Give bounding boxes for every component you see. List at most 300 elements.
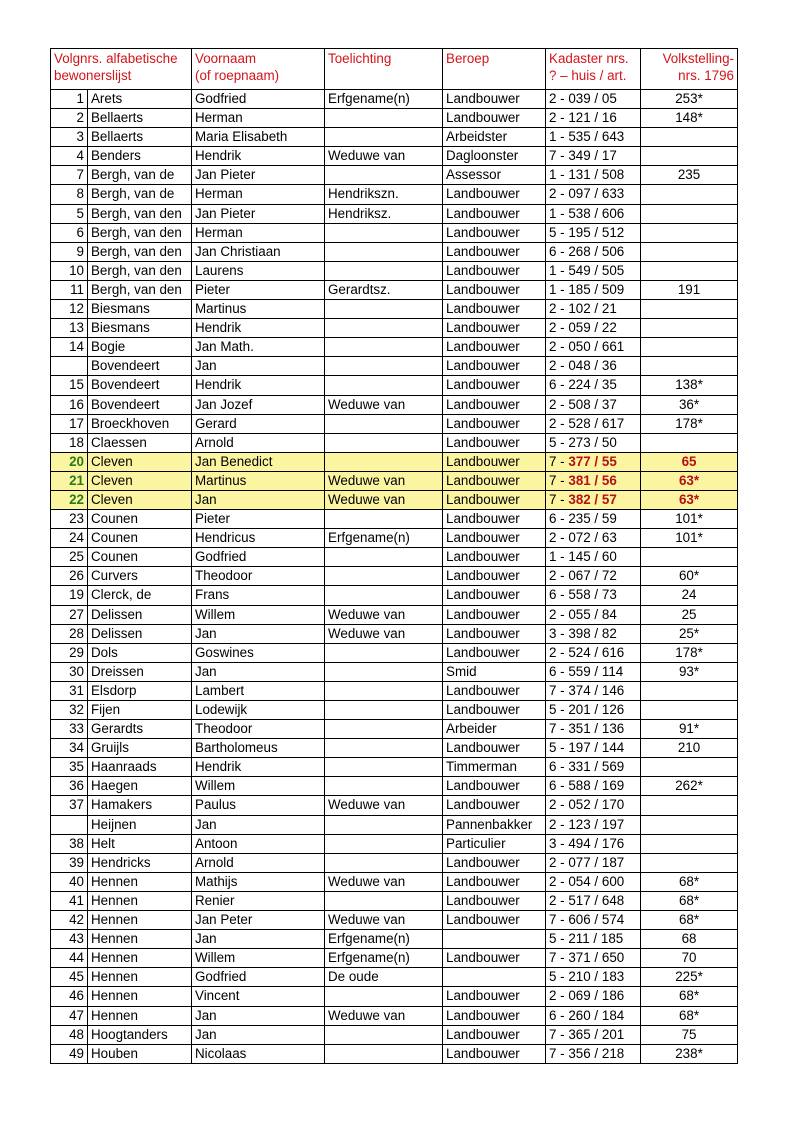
- cell-achternaam: Hennen: [88, 949, 192, 968]
- cell-beroep: Landbouwer: [443, 452, 546, 471]
- cell-achternaam: Dols: [88, 643, 192, 662]
- cell-toelichting: [325, 567, 443, 586]
- cell-beroep: Landbouwer: [443, 319, 546, 338]
- kadaster-prefix: 7 -: [549, 453, 569, 469]
- cell-toelichting: [325, 739, 443, 758]
- cell-kadaster: 1 - 535 / 643: [546, 128, 641, 147]
- cell-toelichting: [325, 758, 443, 777]
- cell-nr: 37: [51, 796, 88, 815]
- cell-beroep: Landbouwer: [443, 586, 546, 605]
- cell-nr: 41: [51, 891, 88, 910]
- cell-toelichting: [325, 338, 443, 357]
- cell-achternaam: Bergh, van de: [88, 185, 192, 204]
- cell-kadaster: 5 - 201 / 126: [546, 701, 641, 720]
- cell-volkstelling: [641, 853, 738, 872]
- cell-nr: 21: [51, 471, 88, 490]
- cell-voornaam: Arnold: [192, 853, 325, 872]
- cell-volkstelling: 210: [641, 739, 738, 758]
- cell-toelichting: Erfgename(n): [325, 90, 443, 109]
- cell-voornaam: Hendrik: [192, 376, 325, 395]
- cell-achternaam: Cleven: [88, 452, 192, 471]
- cell-achternaam: Biesmans: [88, 319, 192, 338]
- cell-nr: 32: [51, 701, 88, 720]
- cell-nr: [51, 815, 88, 834]
- cell-toelichting: [325, 357, 443, 376]
- cell-nr: 9: [51, 242, 88, 261]
- cell-achternaam: Bergh, van den: [88, 261, 192, 280]
- cell-toelichting: Erfgename(n): [325, 930, 443, 949]
- table-row: [51, 548, 738, 567]
- cell-nr: 45: [51, 968, 88, 987]
- table-row: [51, 815, 738, 834]
- cell-kadaster: 2 - 123 / 197: [546, 815, 641, 834]
- cell-kadaster: 6 - 331 / 569: [546, 758, 641, 777]
- cell-kadaster: 2 - 055 / 84: [546, 605, 641, 624]
- cell-beroep: Landbouwer: [443, 490, 546, 509]
- cell-toelichting: [325, 433, 443, 452]
- cell-toelichting: Weduwe van: [325, 605, 443, 624]
- cell-volkstelling: 191: [641, 280, 738, 299]
- table-row: [51, 433, 738, 452]
- cell-volkstelling: [641, 319, 738, 338]
- cell-volkstelling: 60*: [641, 567, 738, 586]
- cell-toelichting: [325, 548, 443, 567]
- table-row: [51, 853, 738, 872]
- cell-nr: 2: [51, 109, 88, 128]
- cell-toelichting: [325, 681, 443, 700]
- cell-voornaam: Vincent: [192, 987, 325, 1006]
- table-row: [51, 242, 738, 261]
- cell-achternaam: Delissen: [88, 605, 192, 624]
- cell-achternaam: Counen: [88, 529, 192, 548]
- cell-achternaam: Hennen: [88, 911, 192, 930]
- cell-voornaam: Antoon: [192, 834, 325, 853]
- cell-voornaam: Theodoor: [192, 567, 325, 586]
- cell-kadaster: 5 - 197 / 144: [546, 739, 641, 758]
- cell-beroep: Landbouwer: [443, 701, 546, 720]
- table-row: [51, 319, 738, 338]
- table-body: [51, 90, 738, 1064]
- cell-beroep: Landbouwer: [443, 853, 546, 872]
- cell-kadaster: 6 - 235 / 59: [546, 510, 641, 529]
- cell-achternaam: Benders: [88, 147, 192, 166]
- cell-volkstelling: 68*: [641, 987, 738, 1006]
- cell-volkstelling: 75: [641, 1025, 738, 1044]
- table-row: [51, 185, 738, 204]
- cell-voornaam: Jan Benedict: [192, 452, 325, 471]
- cell-achternaam: Bogie: [88, 338, 192, 357]
- cell-beroep: Landbouwer: [443, 433, 546, 452]
- cell-nr: 7: [51, 166, 88, 185]
- cell-volkstelling: 68*: [641, 911, 738, 930]
- cell-toelichting: Weduwe van: [325, 147, 443, 166]
- cell-toelichting: Weduwe van: [325, 395, 443, 414]
- cell-kadaster: 1 - 131 / 508: [546, 166, 641, 185]
- cell-toelichting: De oude: [325, 968, 443, 987]
- cell-beroep: Landbouwer: [443, 204, 546, 223]
- cell-achternaam: Bergh, van den: [88, 242, 192, 261]
- cell-beroep: [443, 930, 546, 949]
- cell-voornaam: Herman: [192, 223, 325, 242]
- cell-volkstelling: 93*: [641, 662, 738, 681]
- cell-beroep: Landbouwer: [443, 395, 546, 414]
- cell-voornaam: Maria Elisabeth: [192, 128, 325, 147]
- cell-volkstelling: 68: [641, 930, 738, 949]
- cell-kadaster: 2 - 528 / 617: [546, 414, 641, 433]
- cell-toelichting: Gerardtsz.: [325, 280, 443, 299]
- cell-voornaam: Pieter: [192, 280, 325, 299]
- cell-nr: 14: [51, 338, 88, 357]
- cell-beroep: Landbouwer: [443, 109, 546, 128]
- cell-achternaam: Heijnen: [88, 815, 192, 834]
- residents-table: [50, 48, 738, 1064]
- cell-beroep: Landbouwer: [443, 777, 546, 796]
- cell-kadaster: 2 - 524 / 616: [546, 643, 641, 662]
- cell-achternaam: Biesmans: [88, 300, 192, 319]
- cell-voornaam: Arnold: [192, 433, 325, 452]
- cell-toelichting: [325, 510, 443, 529]
- cell-beroep: Landbouwer: [443, 949, 546, 968]
- cell-nr: 18: [51, 433, 88, 452]
- cell-achternaam: Haanraads: [88, 758, 192, 777]
- cell-volkstelling: 24: [641, 586, 738, 605]
- cell-nr: 25: [51, 548, 88, 567]
- cell-voornaam: Mathijs: [192, 872, 325, 891]
- cell-toelichting: Erfgename(n): [325, 949, 443, 968]
- cell-beroep: Landbouwer: [443, 242, 546, 261]
- table-row: [51, 930, 738, 949]
- table-row: [51, 376, 738, 395]
- header-voornaam: Voornaam (of roepnaam): [192, 49, 325, 90]
- table-row: [51, 586, 738, 605]
- cell-voornaam: Herman: [192, 185, 325, 204]
- cell-nr: 34: [51, 739, 88, 758]
- cell-beroep: Assessor: [443, 166, 546, 185]
- cell-toelichting: [325, 701, 443, 720]
- table-row: [51, 739, 738, 758]
- cell-voornaam: Paulus: [192, 796, 325, 815]
- cell-volkstelling: 225*: [641, 968, 738, 987]
- cell-nr: 43: [51, 930, 88, 949]
- cell-voornaam: Godfried: [192, 548, 325, 567]
- table-row: [51, 261, 738, 280]
- cell-toelichting: Weduwe van: [325, 872, 443, 891]
- cell-voornaam: Frans: [192, 586, 325, 605]
- cell-kadaster: 7 - 365 / 201: [546, 1025, 641, 1044]
- cell-volkstelling: [641, 433, 738, 452]
- cell-kadaster: 2 - 077 / 187: [546, 853, 641, 872]
- cell-kadaster: 2 - 048 / 36: [546, 357, 641, 376]
- cell-voornaam: Jan Math.: [192, 338, 325, 357]
- table-row: [51, 338, 738, 357]
- table-row: [51, 109, 738, 128]
- cell-kadaster: 5 - 273 / 50: [546, 433, 641, 452]
- cell-toelichting: [325, 261, 443, 280]
- cell-volkstelling: [641, 548, 738, 567]
- cell-toelichting: [325, 1025, 443, 1044]
- cell-beroep: Landbouwer: [443, 185, 546, 204]
- cell-beroep: Landbouwer: [443, 376, 546, 395]
- cell-voornaam: Martinus: [192, 471, 325, 490]
- cell-volkstelling: 63*: [641, 471, 738, 490]
- cell-volkstelling: 262*: [641, 777, 738, 796]
- cell-achternaam: Gruijls: [88, 739, 192, 758]
- cell-voornaam: Willem: [192, 777, 325, 796]
- cell-toelichting: [325, 300, 443, 319]
- cell-volkstelling: [641, 204, 738, 223]
- cell-achternaam: Haegen: [88, 777, 192, 796]
- cell-nr: 20: [51, 452, 88, 471]
- cell-kadaster: 1 - 185 / 509: [546, 280, 641, 299]
- cell-voornaam: Jan: [192, 624, 325, 643]
- cell-nr: 47: [51, 1006, 88, 1025]
- cell-achternaam: Bergh, van den: [88, 204, 192, 223]
- table-row: [51, 1025, 738, 1044]
- cell-achternaam: Curvers: [88, 567, 192, 586]
- cell-voornaam: Bartholomeus: [192, 739, 325, 758]
- table-row: [51, 357, 738, 376]
- cell-kadaster: [546, 490, 641, 509]
- cell-volkstelling: 235: [641, 166, 738, 185]
- cell-voornaam: Godfried: [192, 968, 325, 987]
- table-row: [51, 471, 738, 490]
- cell-volkstelling: 36*: [641, 395, 738, 414]
- cell-volkstelling: [641, 815, 738, 834]
- cell-kadaster: 6 - 558 / 73: [546, 586, 641, 605]
- cell-beroep: [443, 968, 546, 987]
- cell-kadaster: 7 - 374 / 146: [546, 681, 641, 700]
- cell-achternaam: Counen: [88, 510, 192, 529]
- cell-nr: 29: [51, 643, 88, 662]
- cell-kadaster: 3 - 398 / 82: [546, 624, 641, 643]
- cell-toelichting: [325, 128, 443, 147]
- table-row: [51, 758, 738, 777]
- cell-voornaam: Herman: [192, 109, 325, 128]
- cell-achternaam: Hennen: [88, 930, 192, 949]
- cell-beroep: Landbouwer: [443, 872, 546, 891]
- cell-nr: 24: [51, 529, 88, 548]
- cell-kadaster: 1 - 549 / 505: [546, 261, 641, 280]
- cell-volkstelling: [641, 701, 738, 720]
- cell-kadaster: 5 - 195 / 512: [546, 223, 641, 242]
- cell-nr: 36: [51, 777, 88, 796]
- cell-toelichting: Weduwe van: [325, 471, 443, 490]
- cell-beroep: Landbouwer: [443, 548, 546, 567]
- cell-achternaam: Helt: [88, 834, 192, 853]
- cell-toelichting: [325, 242, 443, 261]
- cell-achternaam: Delissen: [88, 624, 192, 643]
- cell-nr: 46: [51, 987, 88, 1006]
- cell-achternaam: Counen: [88, 548, 192, 567]
- cell-volkstelling: [641, 357, 738, 376]
- cell-nr: 19: [51, 586, 88, 605]
- cell-kadaster: 2 - 517 / 648: [546, 891, 641, 910]
- cell-nr: [51, 357, 88, 376]
- cell-beroep: Arbeidster: [443, 128, 546, 147]
- cell-kadaster: 2 - 121 / 16: [546, 109, 641, 128]
- cell-volkstelling: 68*: [641, 891, 738, 910]
- cell-toelichting: [325, 662, 443, 681]
- cell-beroep: Landbouwer: [443, 891, 546, 910]
- cell-toelichting: [325, 891, 443, 910]
- table-row: [51, 490, 738, 509]
- cell-achternaam: Bellaerts: [88, 109, 192, 128]
- table-row: [51, 1044, 738, 1063]
- cell-toelichting: Weduwe van: [325, 624, 443, 643]
- cell-nr: 11: [51, 280, 88, 299]
- cell-toelichting: [325, 109, 443, 128]
- cell-voornaam: Laurens: [192, 261, 325, 280]
- cell-nr: 33: [51, 720, 88, 739]
- cell-volkstelling: [641, 681, 738, 700]
- cell-volkstelling: 148*: [641, 109, 738, 128]
- table-row: [51, 280, 738, 299]
- cell-toelichting: [325, 452, 443, 471]
- cell-volkstelling: [641, 147, 738, 166]
- cell-nr: 16: [51, 395, 88, 414]
- cell-toelichting: Weduwe van: [325, 911, 443, 930]
- cell-achternaam: Elsdorp: [88, 681, 192, 700]
- cell-kadaster: [546, 452, 641, 471]
- cell-beroep: Landbouwer: [443, 624, 546, 643]
- cell-voornaam: Jan: [192, 490, 325, 509]
- cell-volkstelling: [641, 796, 738, 815]
- cell-beroep: Landbouwer: [443, 338, 546, 357]
- cell-kadaster: 2 - 059 / 22: [546, 319, 641, 338]
- kadaster-prefix: 7 -: [549, 491, 569, 507]
- cell-toelichting: [325, 815, 443, 834]
- cell-voornaam: Goswines: [192, 643, 325, 662]
- cell-beroep: Landbouwer: [443, 1025, 546, 1044]
- cell-beroep: Landbouwer: [443, 471, 546, 490]
- cell-voornaam: Renier: [192, 891, 325, 910]
- cell-nr: 49: [51, 1044, 88, 1063]
- cell-volkstelling: 25*: [641, 624, 738, 643]
- cell-toelichting: Hendriksz.: [325, 204, 443, 223]
- cell-achternaam: Broeckhoven: [88, 414, 192, 433]
- cell-voornaam: Jan: [192, 662, 325, 681]
- cell-kadaster: 2 - 097 / 633: [546, 185, 641, 204]
- cell-voornaam: Jan: [192, 1025, 325, 1044]
- cell-volkstelling: 101*: [641, 510, 738, 529]
- table-row: [51, 529, 738, 548]
- cell-volkstelling: 63*: [641, 490, 738, 509]
- cell-nr: 38: [51, 834, 88, 853]
- cell-beroep: Landbouwer: [443, 261, 546, 280]
- cell-achternaam: Cleven: [88, 490, 192, 509]
- cell-kadaster: 7 - 351 / 136: [546, 720, 641, 739]
- kadaster-number: 381 / 56: [568, 472, 617, 488]
- cell-volkstelling: [641, 338, 738, 357]
- cell-voornaam: Martinus: [192, 300, 325, 319]
- cell-voornaam: Nicolaas: [192, 1044, 325, 1063]
- cell-toelichting: [325, 720, 443, 739]
- cell-achternaam: Houben: [88, 1044, 192, 1063]
- cell-nr: 28: [51, 624, 88, 643]
- cell-voornaam: Gerard: [192, 414, 325, 433]
- cell-nr: 48: [51, 1025, 88, 1044]
- cell-nr: 40: [51, 872, 88, 891]
- cell-achternaam: Clerck, de: [88, 586, 192, 605]
- cell-toelichting: Hendrikszn.: [325, 185, 443, 204]
- cell-volkstelling: [641, 758, 738, 777]
- cell-kadaster: 3 - 494 / 176: [546, 834, 641, 853]
- cell-volkstelling: [641, 128, 738, 147]
- cell-volkstelling: 138*: [641, 376, 738, 395]
- table-row: [51, 223, 738, 242]
- cell-beroep: Landbouwer: [443, 300, 546, 319]
- cell-kadaster: 2 - 067 / 72: [546, 567, 641, 586]
- cell-nr: 13: [51, 319, 88, 338]
- cell-kadaster: 7 - 349 / 17: [546, 147, 641, 166]
- cell-beroep: Dagloonster: [443, 147, 546, 166]
- cell-toelichting: Erfgename(n): [325, 529, 443, 548]
- cell-nr: 10: [51, 261, 88, 280]
- header-volkstelling: Volkstelling- nrs. 1796: [641, 49, 738, 90]
- cell-achternaam: Hendricks: [88, 853, 192, 872]
- cell-voornaam: Jan Peter: [192, 911, 325, 930]
- cell-voornaam: Godfried: [192, 90, 325, 109]
- cell-kadaster: 2 - 050 / 661: [546, 338, 641, 357]
- header-toelichting: Toelichting: [325, 49, 443, 90]
- table-row: [51, 777, 738, 796]
- cell-volkstelling: [641, 261, 738, 280]
- cell-volkstelling: [641, 242, 738, 261]
- table-row: [51, 452, 738, 471]
- table-row: [51, 128, 738, 147]
- cell-nr: 42: [51, 911, 88, 930]
- cell-toelichting: [325, 223, 443, 242]
- cell-achternaam: Bovendeert: [88, 376, 192, 395]
- table-row: [51, 567, 738, 586]
- cell-volkstelling: 253*: [641, 90, 738, 109]
- cell-toelichting: [325, 376, 443, 395]
- cell-nr: 31: [51, 681, 88, 700]
- cell-voornaam: Jan Pieter: [192, 204, 325, 223]
- table-row: [51, 949, 738, 968]
- cell-kadaster: [546, 471, 641, 490]
- cell-toelichting: [325, 586, 443, 605]
- table-row: [51, 204, 738, 223]
- cell-nr: 30: [51, 662, 88, 681]
- table-row: [51, 968, 738, 987]
- cell-achternaam: Dreissen: [88, 662, 192, 681]
- table-row: [51, 605, 738, 624]
- cell-kadaster: 2 - 039 / 05: [546, 90, 641, 109]
- cell-volkstelling: 91*: [641, 720, 738, 739]
- cell-nr: 23: [51, 510, 88, 529]
- table-row: [51, 1006, 738, 1025]
- cell-volkstelling: [641, 185, 738, 204]
- kadaster-prefix: 7 -: [549, 472, 569, 488]
- cell-beroep: Landbouwer: [443, 739, 546, 758]
- cell-volkstelling: [641, 834, 738, 853]
- cell-volkstelling: 178*: [641, 643, 738, 662]
- cell-voornaam: Hendricus: [192, 529, 325, 548]
- cell-nr: 4: [51, 147, 88, 166]
- cell-kadaster: 7 - 606 / 574: [546, 911, 641, 930]
- cell-achternaam: Hennen: [88, 1006, 192, 1025]
- table-row: [51, 796, 738, 815]
- cell-volkstelling: 65: [641, 452, 738, 471]
- cell-volkstelling: 68*: [641, 1006, 738, 1025]
- cell-volkstelling: [641, 223, 738, 242]
- cell-kadaster: 6 - 588 / 169: [546, 777, 641, 796]
- cell-nr: 6: [51, 223, 88, 242]
- cell-toelichting: Weduwe van: [325, 1006, 443, 1025]
- cell-voornaam: Jan: [192, 357, 325, 376]
- cell-nr: 15: [51, 376, 88, 395]
